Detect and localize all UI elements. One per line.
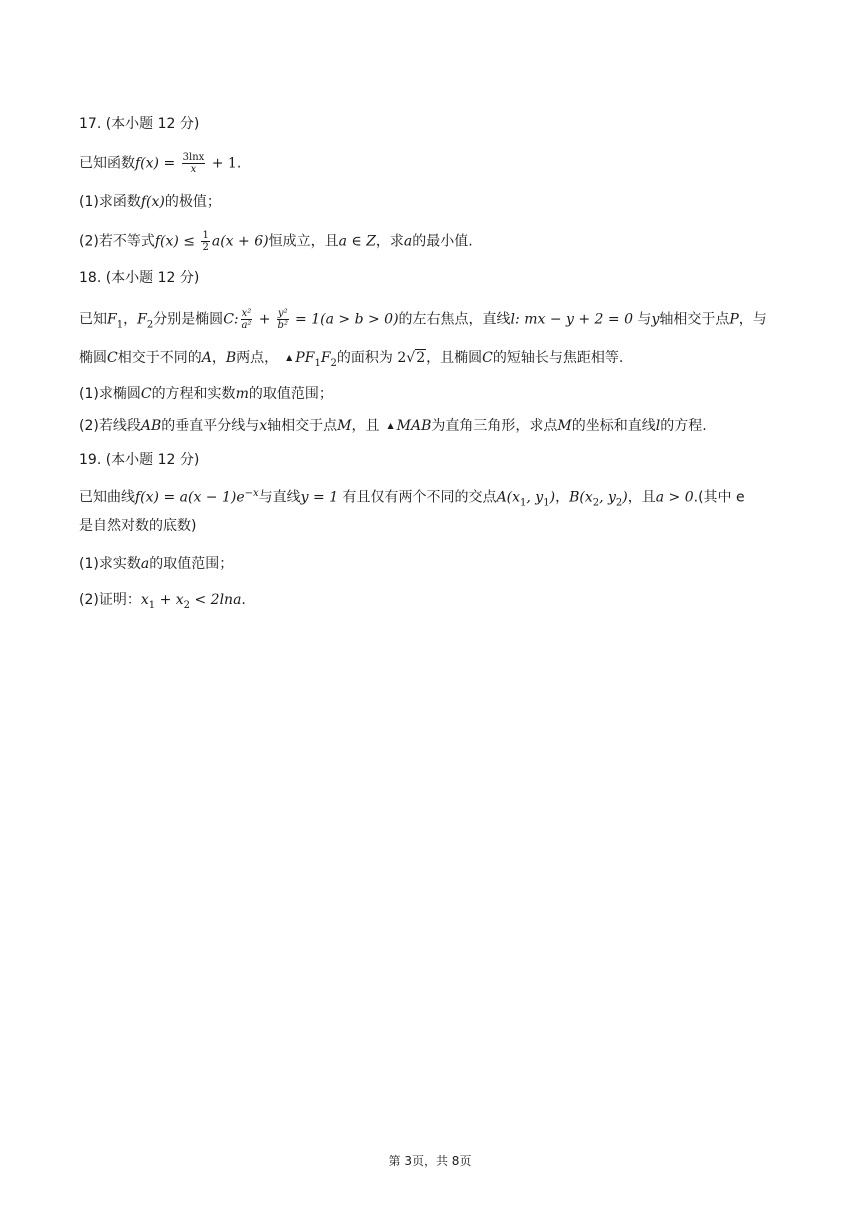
problem-19-part-1: (1)求实数a的取值范围；	[79, 556, 234, 572]
problem-19-stem-line-1: 已知曲线$f(x) = a(x - 1)e^{-x}$与直线y = 1 有且仅有两个不同的交点$A(x_1$, $y_1$)，$B(x_2$, $y_2$)，且a > 0.(其中 e	[79, 488, 745, 509]
square-root: 2√2	[397, 350, 426, 366]
problem-18-stem-line-2: 椭圆C相交于不同的A，B两点， ▲ $PF_1F_2$的面积为 2√2，且椭圆C的短轴长与焦距相等.	[79, 350, 624, 369]
problem-18-stem-line-1: 已知$F_1$，$F_2$分别是椭圆C: $\frac{\text{x²}}{\text{a²}}$ + $\frac{\text{y²}}{\text{b²}}$ = 1(a > b > 0)的左右焦点，直线l: mx − y + 2 = 0 与y轴相交于点P，与	[79, 308, 767, 331]
triangle-symbol-icon: ▲	[286, 353, 293, 362]
problem-18-part-1: (1)求椭圆C的方程和实数m的取值范围；	[79, 386, 333, 402]
fraction: $\frac{1}{2}$	[202, 230, 209, 253]
fraction: $\frac{\text{x²}}{\text{a²}}$	[241, 308, 252, 331]
triangle-symbol-icon: ▲	[387, 421, 394, 430]
page-footer: 第 3页，共 8页	[388, 1154, 472, 1168]
problem-19-header: 19. (本小题 12 分)	[79, 452, 200, 468]
problem-17-header: 17. (本小题 12 分)	[79, 116, 200, 132]
problem-17-stem: 已知函数f(x) = $\frac{3\ln x}{x}$ + 1.	[79, 152, 242, 175]
problem-18-part-2: (2)若线段AB的垂直平分线与x轴相交于点M，且 ▲ MAB为直角三角形，求点M的坐标和直线l的方程.	[79, 418, 707, 434]
fraction: $\frac{3\ln x}{x}$	[182, 152, 205, 175]
problem-17-part-2: (2)若不等式f(x) ≤ $\frac{1}{2}$ a(x + 6)恒成立，且a ∈ Z，求a的最小值.	[79, 230, 473, 253]
problem-18-header: 18. (本小题 12 分)	[79, 270, 200, 286]
fraction: $\frac{\text{y²}}{\text{b²}}$	[277, 308, 288, 331]
problem-17-part-1: (1)求函数f(x)的极值；	[79, 194, 221, 210]
problem-19-part-2: (2)证明：$x_1 + x_2 < 2\ln a$.	[79, 592, 246, 611]
problem-19-stem-line-2: 是自然对数的底数)	[79, 518, 197, 534]
